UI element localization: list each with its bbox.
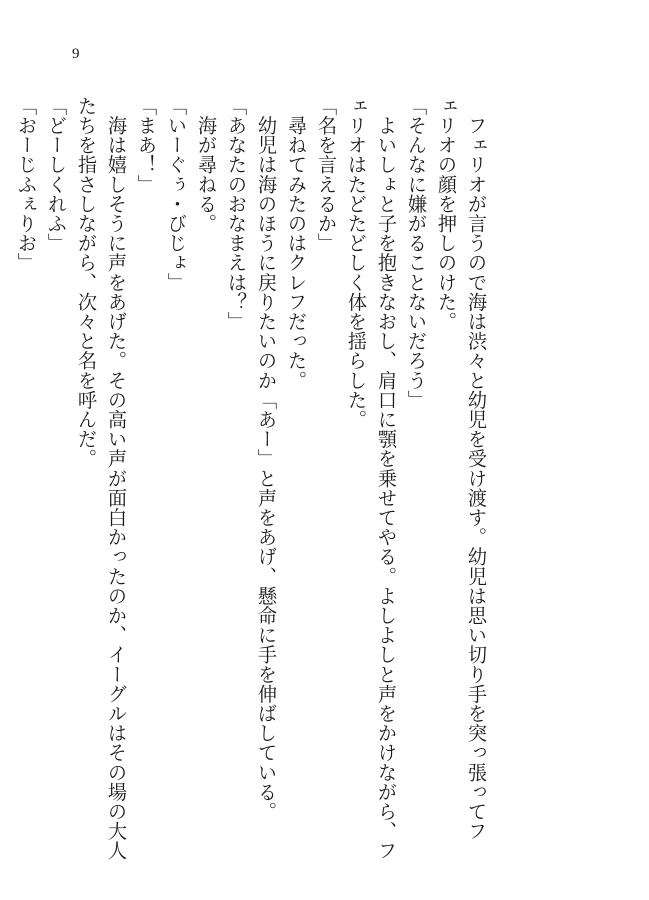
text-line-13: 海は嬉しそうに声をあげた。その高い声が面白かったのか、イーグルはその場の大人 — [105, 96, 128, 861]
text-line-9: 「あなたのおなまえは？」 — [225, 96, 248, 332]
text-line-14: たちを指さしながら、次々と名を呼んだ。 — [75, 96, 98, 469]
text-line-6: 「名を言えるか」 — [315, 96, 338, 253]
text-line-5: ェリオはたどたどしく体を揺らした。 — [345, 96, 368, 430]
text-line-8: 幼児は海のほうに戻りたいのか「あー」と声をあげ、懸命に手を伸ばしている。 — [255, 96, 278, 822]
text-line-7: 尋ねてみたのはクレフだった。 — [285, 96, 308, 390]
page-number: 9 — [72, 46, 80, 62]
text-line-11: 「いーぐぅ・びじょ」 — [165, 96, 188, 292]
text-line-16: 「おーじふぇりお」 — [15, 96, 38, 273]
text-line-15: 「どーしくれふ」 — [45, 96, 68, 253]
text-line-1: フェリオが言うので海は渋々と幼児を受け渡す。幼児は思い切り手を突っ張ってフ — [465, 96, 488, 841]
vertical-text-body — [11, 96, 491, 861]
text-line-2: ェリオの顔を押しのけた。 — [435, 96, 458, 332]
text-line-4: よいしょと子を抱きなおし、肩口に顎を乗せてやる。よしよしと声をかけながら、フ — [375, 96, 398, 861]
text-line-12: 「まあ！」 — [135, 96, 158, 194]
text-line-3: 「そんなに嫌がることないだろう」 — [405, 96, 428, 410]
text-line-10: 海が尋ねる。 — [195, 96, 218, 234]
